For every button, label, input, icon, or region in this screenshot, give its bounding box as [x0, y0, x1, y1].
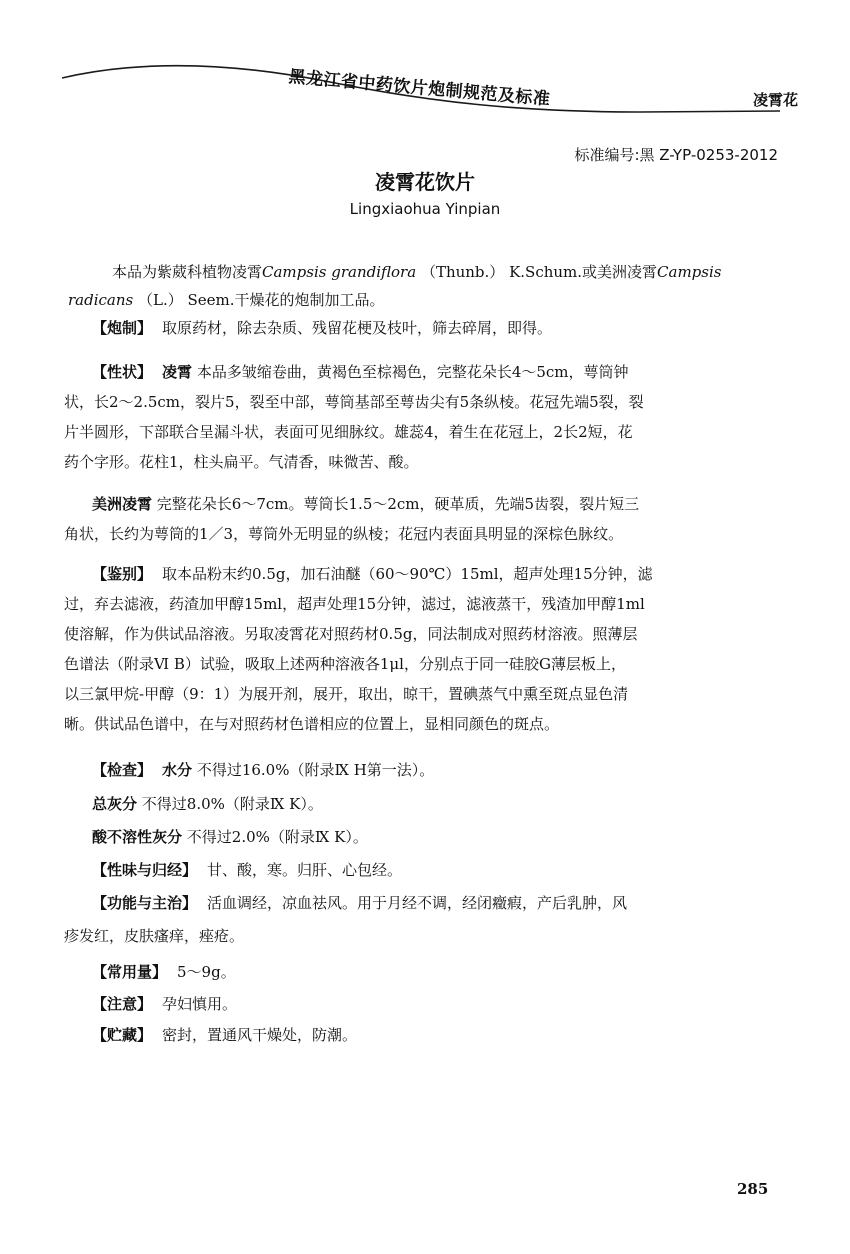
section-text: 活血调经，凉血祛风。用于月经不调，经闭癥瘕，产后乳肿，风 [207, 894, 628, 912]
inspection-item-name: 酸不溶性灰分 [92, 828, 183, 846]
standard-number: 标准编号:黑 Z-YP-0253-2012 [574, 146, 778, 164]
section-text: 甘、酸，寒。归肝、心包经。 [207, 861, 403, 879]
inspection-line-2 [92, 794, 323, 814]
section-label: 【功能与主治】 [92, 894, 198, 912]
inspection-item-name: 总灰分 [92, 795, 138, 813]
section-label: 【炮制】 [92, 319, 153, 337]
inspection-item-text: 不得过8.0%（附录Ⅸ K）。 [141, 795, 323, 813]
inspection-item-text: 不得过2.0%（附录Ⅸ K）。 [186, 828, 368, 846]
identification-line-1 [92, 564, 653, 584]
section-text: 孕妇慎用。 [162, 995, 238, 1013]
caution-section [92, 994, 237, 1014]
characters2-line-1 [92, 494, 639, 514]
identification-line-2: 过，弃去滤液，药渣加甲醇15ml，超声处理15分钟，滤过，滤液蒸干，残渣加甲醇1ml [64, 595, 645, 613]
section-label: 【鉴别】 [92, 565, 153, 583]
page-subtitle-pinyin: Lingxiaohua Yinpian [349, 200, 501, 218]
latin-name: Campsis [657, 263, 722, 281]
section-text: 完整花朵长6～7cm。萼筒长1.5～2cm，硬革质，先端5齿裂，裂片短三 [156, 495, 640, 513]
section-label: 【贮藏】 [92, 1026, 153, 1044]
characters-line-1 [92, 362, 629, 382]
inspection-line-1 [92, 760, 434, 780]
header-decorative-curve [0, 0, 850, 140]
processing-section [92, 318, 552, 338]
identification-line-4: 色谱法（附录Ⅵ B）试验，吸取上述两种溶液各1μl，分别点于同一硅胶G薄层板上， [64, 655, 626, 673]
characters-line-3: 片半圆形，下部联合呈漏斗状，表面可见细脉纹。雄蕊4，着生在花冠上，2长2短，花 [64, 423, 633, 441]
subsection-label: 美洲凌霄 [92, 495, 153, 513]
section-text: 密封，置通风干燥处，防潮。 [162, 1026, 358, 1044]
characters-line-4: 药个字形。花柱1，柱头扁平。气清香，味微苦、酸。 [64, 453, 419, 471]
identification-line-3: 使溶解，作为供试品溶液。另取凌霄花对照药材0.5g，同法制成对照药材溶液。照薄层 [64, 625, 638, 643]
intro-line-2 [68, 290, 385, 310]
intro-line-1 [112, 262, 721, 282]
inspection-line-3 [92, 827, 368, 847]
latin-name: radicans [68, 291, 134, 309]
page-number: 285 [737, 1180, 769, 1198]
section-text: 5～9g。 [177, 963, 236, 981]
intro-text: （L.） Seem.干燥花的炮制加工品。 [138, 291, 385, 309]
section-text: 本品多皱缩卷曲，黄褐色至棕褐色，完整花朵长4～5cm，萼筒钟 [196, 363, 629, 381]
dosage-section [92, 962, 236, 982]
section-label: 【性味与归经】 [92, 861, 198, 879]
storage-section [92, 1025, 357, 1045]
page-title: 凌霄花饮片 [375, 170, 475, 194]
identification-line-6: 晰。供试品色谱中，在与对照药材色谱相应的位置上，显相同颜色的斑点。 [64, 715, 560, 733]
latin-name: Campsis grandiflora [262, 263, 417, 281]
section-text: 取本品粉末约0.5g，加石油醚（60～90℃）15ml，超声处理15分钟，滤 [162, 565, 653, 583]
running-title: 黑龙江省中药饮片炮制规范及标准 [287, 66, 552, 110]
inspection-item-text: 不得过16.0%（附录Ⅸ H第一法）。 [196, 761, 435, 779]
section-name: 凌霄花 [752, 91, 798, 109]
section-text: 取原药材，除去杂质、残留花梗及枝叶，筛去碎屑，即得。 [162, 319, 553, 337]
characters2-line-2: 角状，长约为萼筒的1／3，萼筒外无明显的纵棱；花冠内表面具明显的深棕色脉纹。 [64, 525, 624, 543]
inspection-item-name: 水分 [162, 761, 193, 779]
subsection-label: 凌霄 [162, 363, 193, 381]
functions-line-1 [92, 893, 627, 913]
section-label: 【注意】 [92, 995, 153, 1013]
section-label: 【常用量】 [92, 963, 168, 981]
identification-line-5: 以三氯甲烷-甲醇（9：1）为展开剂，展开，取出，晾干，置碘蒸气中熏至斑点显色清 [64, 685, 629, 703]
nature-section [92, 860, 402, 880]
functions-line-2: 疹发红，皮肤瘙痒，痤疮。 [64, 927, 245, 945]
intro-text: 本品为紫葳科植物凌霄 [112, 263, 263, 281]
characters-line-2: 状，长2～2.5cm，裂片5，裂至中部，萼筒基部至萼齿尖有5条纵棱。花冠先端5裂，裂 [64, 393, 644, 411]
intro-text: （Thunb.） K.Schum.或美洲凌霄 [420, 263, 658, 281]
section-label: 【性状】 [92, 363, 153, 381]
section-label: 【检查】 [92, 761, 153, 779]
